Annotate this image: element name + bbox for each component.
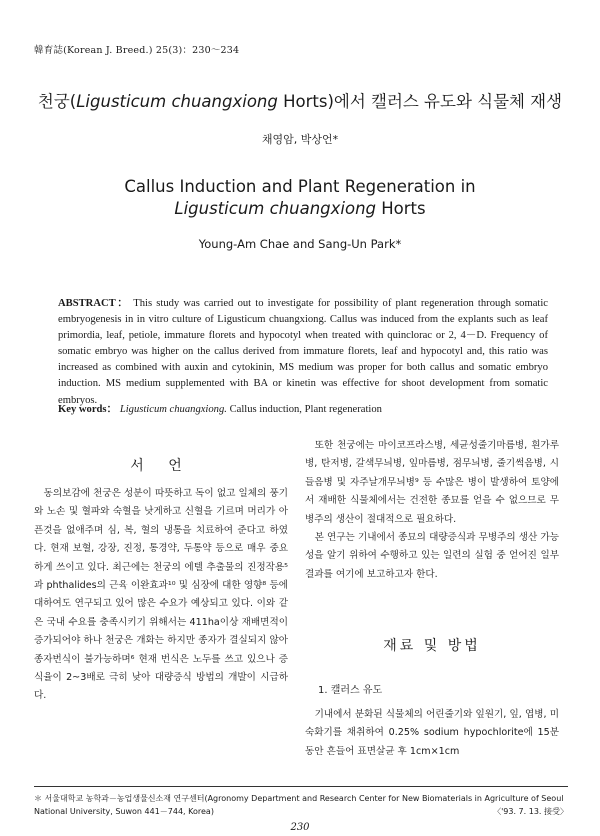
keywords-species: Ligusticum chuangxiong.: [119, 404, 227, 415]
right-paragraph-1: 또한 천궁에는 마이코프라스병, 세균성줄기마름병, 흰가루병, 탄저병, 갈색무늬병, 잎마름병, 점무늬병, 줄기썩음병, 시들음병 및 자주날개무늬병⁹ 등 수많은 병이 발생하여 토양에서 재배한 식물체에서는 건전한 종묘를 얻을 수 없으므로 무병주의 생산이 절대적으로 필요하다.: [305, 440, 559, 525]
footnote-date: 〈'93. 7. 13. 接受〉: [493, 807, 568, 816]
abstract-text: This study was carried out to investigate for possibility of plant regeneration through somatic embryogenesis in in vitro culture of Ligusticum chuangxiong. Callus was induced from the explants such as leaf primordia, leaf, petiole, immature florets and hypocotyl when treated with quinclorac or 2, 4－D. Frequency of somatic embryo was higher on the callus derived from immature florets, leaf and hypocotyl and, this ratio was increased as combined with auxin and cytokinin, MS medium was proper for both callus and somatic embryo induction. MS medium supplemented with BA or kinetin was effective for shoot development from somatic embryos.: [58, 298, 548, 406]
english-title-line1: Callus Induction and Plant Regeneration in: [124, 177, 476, 196]
english-title-line2: [0, 198, 600, 220]
english-title-post: Horts: [376, 199, 426, 218]
right-paragraph-2: 본 연구는 기내에서 종묘의 대량증식과 무병주의 생산 가능성을 알기 위하여 수행하고 있는 일련의 실험 중 얻어진 일부 결과를 여기에 보고하고자 한다.: [305, 532, 559, 580]
footnote-text: ＊ 서울대학교 농학과－농업생물신소재 연구센터(Agronomy Department and Research Center for New Biomaterials in Agriculture of Seoul National University, Suwon 441－744, Korea): [34, 794, 564, 816]
methods-paragraph: 기내에서 분화된 식물체의 어린줄기와 잎원기, 잎, 엽병, 미숙화기를 채취하여 0.25% sodium hypochlorite에 15분 동안 흔들어 표면살균 후 1cm×1cm: [305, 709, 559, 757]
intro-column: [34, 485, 288, 706]
intro-paragraph: 동의보감에 천궁은 성분이 따뜻하고 독이 없고 일체의 풍기와 노손 및 혈파와 숙혈을 낫게하고 신혈을 기르며 머리가 아픈것을 없애주며 심, 복, 혈의 냉통을 치료하여 준다고 하였다. 현재 보혈, 강장, 진정, 통경약, 두통약 등으로 매우 중요하게 쓰이고 있다. 최근에는 천궁의 에텔 추출물의 진정작용⁵과 phthalides의 근육 이완효과¹⁰ 및 심장에 대한 영향⁸ 등에 대하여도 연구되고 있어 많은 수요가 예상되고 있다. 이와 같은 국내 수요를 충족시키기 위해서는 411ha이상 재배면적이 증가되어야 하나 천궁은 개화는 하지만 종자가 결실되지 않아 종자번식이 불가능하며⁶ 현재 번식은 노두를 쓰고 있으나 증식율이 2~3배로 극히 낮아 대량증식 방법의 개발이 시급하다.: [34, 488, 288, 702]
abstract: [58, 296, 548, 409]
page-number: 230: [290, 822, 310, 833]
english-title: [0, 176, 600, 220]
intro-heading: 서 언: [130, 458, 192, 474]
footnote-divider: [34, 786, 568, 787]
english-title-species: Ligusticum chuangxiong: [174, 199, 376, 218]
korean-authors: 채영암, 박상언*: [261, 133, 339, 146]
abstract-label: ABSTRACT：: [58, 298, 130, 309]
methods-heading: 재료 및 방법: [383, 638, 481, 654]
footnote: [34, 792, 568, 818]
methods-subheading: 1. 캘러스 유도: [318, 685, 383, 696]
korean-title: [0, 88, 600, 112]
korean-title-post: Horts)에서 캘러스 유도와 식물체 재생: [277, 92, 563, 111]
keywords-label: Key words：: [58, 404, 118, 415]
keywords: [58, 402, 548, 418]
keywords-rest: Callus induction, Plant regeneration: [226, 404, 382, 415]
right-column: [305, 437, 559, 584]
methods-column: [305, 706, 559, 761]
journal-header: 韓育誌(Korean J. Breed.) 25(3)：230～234: [34, 45, 240, 56]
korean-title-pre: 천궁(: [37, 92, 77, 111]
english-authors: Young-Am Chae and Sang-Un Park*: [198, 237, 402, 251]
korean-title-species: Ligusticum chuangxiong: [76, 92, 278, 111]
